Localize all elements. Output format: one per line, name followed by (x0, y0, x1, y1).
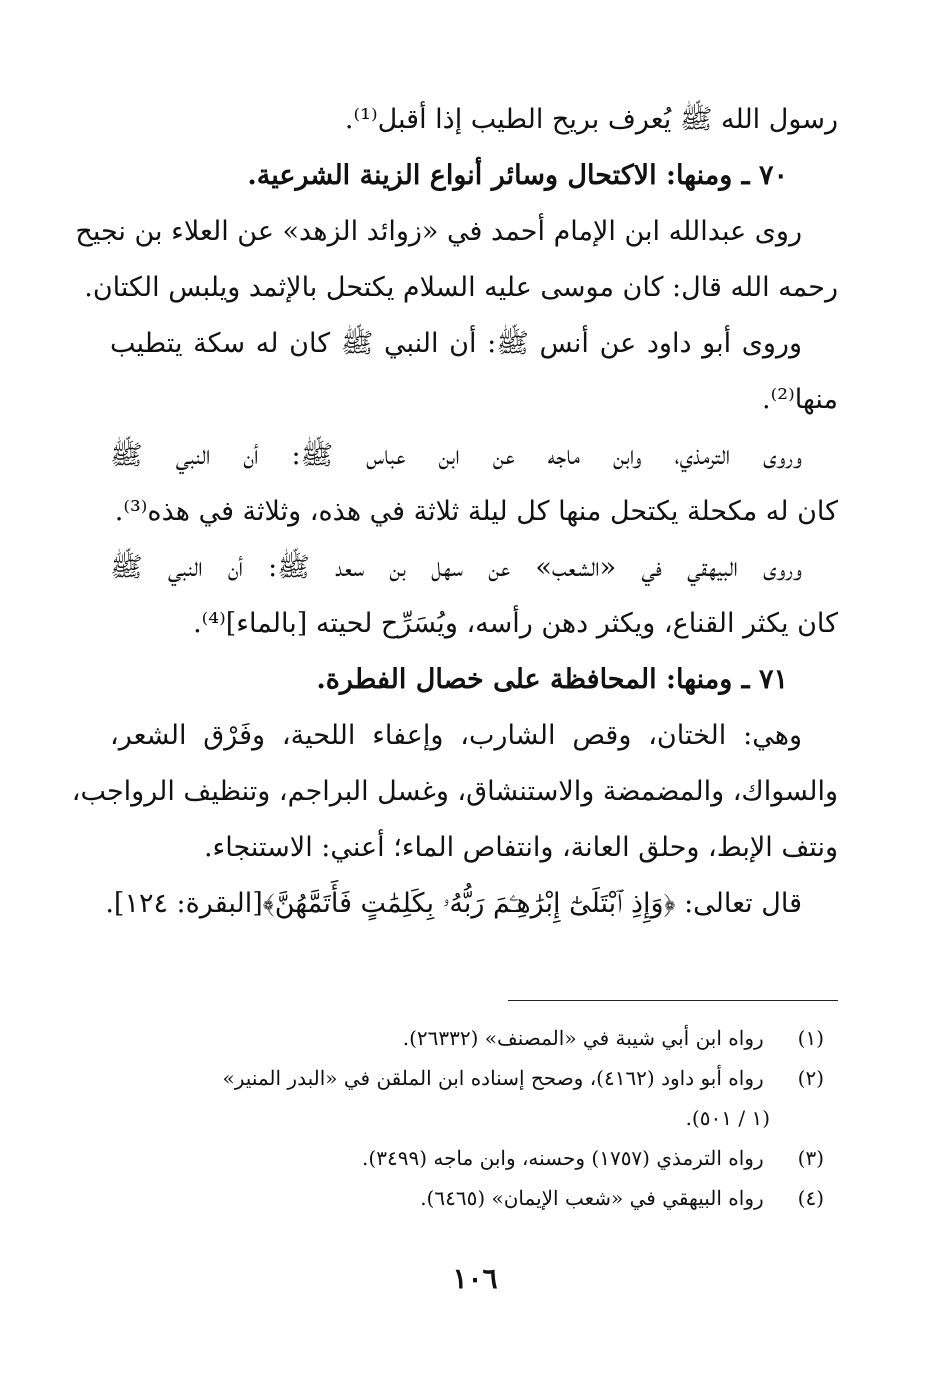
footnote-number: (٣) (797, 1146, 824, 1170)
quran-verse-line: قال تعالى: ﴿وَإِذِ ٱبْتَلَىٰٓ إِبْرَٰهِـۧمَ رَبُّهُۥ بِكَلِمَٰتٍ فَأَتَمَّهُنَّ﴾[البقرة: ١٢٤]. (105, 888, 802, 919)
footnote-2-continuation (110, 1098, 824, 1138)
footnote-3 (110, 1138, 824, 1178)
footnote-1 (110, 1018, 824, 1058)
section-heading-71: ٧١ ـ ومنها: المحافظة على خصال الفطرة. (316, 664, 788, 695)
text-line: وروى البيهقي في «الشعب» عن سهل بن سعد ﷺ: أن النبي ﷺ (110, 552, 802, 583)
text-line: وروى الترمذي، وابن ماجه عن ابن عباس ﷺ: أن النبي ﷺ (110, 440, 802, 471)
text-line: وهي: الختان، وقص الشارب، وإعفاء اللحية، وفَرْق الشعر، (110, 720, 802, 751)
text-line: روى عبدالله ابن الإمام أحمد في «زوائد الزهد» عن العلاء بن نجيح (75, 216, 802, 247)
footnote-number: (١) (797, 1026, 824, 1050)
text-line: كان يكثر القناع، ويكثر دهن رأسه، ويُسَرِّح لحيته [بالماء]⁽⁴⁾. (193, 608, 838, 639)
text-line: والسواك، والمضمضة والاستنشاق، وغسل البراجم، وتنظيف الرواجب، (71, 776, 838, 807)
footnote-text: رواه البيهقي في «شعب الإيمان» (٦٤٦٥). (420, 1186, 764, 1210)
footnote-2 (110, 1058, 824, 1098)
footnote-text: رواه الترمذي (١٧٥٧) وحسنه، وابن ماجه (٣٤٩٩). (362, 1146, 764, 1170)
footnote-divider (508, 1000, 838, 1001)
text-line: كان له مكحلة يكتحل منها كل ليلة ثلاثة في هذه، وثلاثة في هذه⁽³⁾. (114, 496, 838, 527)
footnote-text: رواه أبو داود (٤١٦٢)، وصحح إسناده ابن الملقن في «البدر المنير» (222, 1066, 764, 1090)
footnote-text: رواه ابن أبي شيبة في «المصنف» (٢٦٣٣٢). (402, 1026, 764, 1050)
footnote-text: (١ / ٥٠١). (685, 1106, 770, 1130)
section-heading-70: ٧٠ ـ ومنها: الاكتحال وسائر أنواع الزينة الشرعية. (247, 160, 788, 191)
footnote-number: (٤) (797, 1186, 824, 1210)
text-line: وروى أبو داود عن أنس ﷺ: أن النبي ﷺ كان له سكة يتطيب (110, 328, 802, 359)
footnote-4 (110, 1178, 824, 1218)
text-line: رسول الله ﷺ يُعرف بريح الطيب إذا أقبل⁽¹⁾. (344, 104, 838, 135)
page-number: ١٠٦ (452, 1262, 498, 1295)
main-text (71, 92, 838, 932)
text-line: منها⁽²⁾. (762, 384, 838, 415)
footnote-number: (٢) (797, 1066, 824, 1090)
text-line: رحمه الله قال: كان موسى عليه السلام يكتحل بالإثمد ويلبس الكتان. (84, 272, 838, 303)
text-line: ونتف الإبط، وحلق العانة، وانتفاص الماء؛ أعني: الاستنجاء. (203, 832, 838, 863)
